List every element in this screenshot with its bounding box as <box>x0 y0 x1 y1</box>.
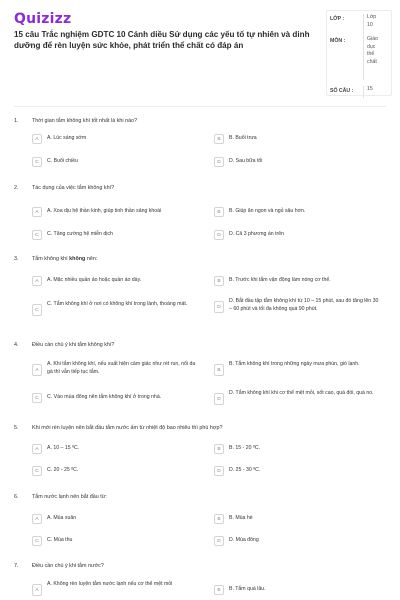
option-text: C. Buổi chiều <box>47 158 78 164</box>
option-letter-badge: D <box>214 536 224 546</box>
option-text: A. Không rèn luyện tắm nước lạnh nếu cơ thể mệt mỏi <box>47 581 173 587</box>
option-letter-badge: A <box>32 134 42 144</box>
option-text: A. Khi tắm không khí, nếu xuất hiện cảm giác như rét run, nổi da gà thì vẫn tiếp tục tắm. <box>47 361 196 375</box>
question-number: 4. <box>14 342 19 348</box>
option-letter-badge: A <box>32 584 42 596</box>
meta-subject-row <box>330 36 390 80</box>
option-text: C. 20 - 25 ºC. <box>47 467 79 473</box>
option-text: C. Tăng cường hệ miễn dịch <box>47 231 113 237</box>
question-text-pre: Tắm không khí <box>32 256 70 262</box>
option-letter-badge: B <box>214 444 224 454</box>
option-letter-badge: A <box>32 444 42 454</box>
question-text: Tắm nước lạnh nên bắt đầu từ: <box>32 494 107 500</box>
worksheet-meta <box>330 14 390 98</box>
option-letter-badge: A <box>32 207 42 217</box>
header-divider <box>14 106 386 107</box>
option-text: A. Mùa xuân <box>47 515 77 521</box>
question-text: Điều cần chú ý khi tắm nước? <box>32 563 104 569</box>
question-text-emphasis: không <box>69 256 86 262</box>
option-letter-badge: A <box>32 276 42 286</box>
option-letter-badge: C <box>32 230 42 240</box>
option-letter-badge: D <box>214 301 224 313</box>
option-text: D. Mùa đông <box>229 537 259 543</box>
option-text: C. Tắm không khí ở nơi có không khí trong lành, thoáng mát. <box>47 301 188 307</box>
question-number: 7. <box>14 563 19 569</box>
option-text: B. Mùa hè <box>229 515 253 521</box>
question-text: Thời gian tắm không khí tốt nhất là khi nào? <box>32 118 138 124</box>
option-letter-badge: D <box>214 230 224 240</box>
question-text: Tác dụng của việc tắm không khí? <box>32 185 115 191</box>
option-text: B. Tắm quá lâu. <box>229 586 266 592</box>
option-letter-badge: C <box>32 536 42 546</box>
count-label: SỐ CÂU : <box>330 88 354 94</box>
question-number: 1. <box>14 118 19 124</box>
option-letter-badge: B <box>214 276 224 286</box>
option-letter-badge: D <box>214 157 224 167</box>
option-letter-badge: C <box>32 466 42 476</box>
class-label: LỚP : <box>330 16 345 22</box>
question-number: 5. <box>14 425 19 431</box>
option-letter-badge: B <box>214 134 224 144</box>
option-text: A. Mặc nhiều quần áo hoặc quần áo dày. <box>47 277 142 283</box>
option-text: B. 15 - 20 ºC. <box>229 445 261 451</box>
option-text: D. Sau bữa tối <box>229 158 263 164</box>
option-letter-badge: D <box>214 466 224 476</box>
subject-value: Giáo dục thể chất <box>363 36 383 80</box>
question-text-post: nên: <box>85 256 98 262</box>
option-letter-badge: B <box>214 364 224 376</box>
option-text: D. Cả 3 phương án trên <box>229 231 285 237</box>
worksheet-title: 15 câu Trắc nghiệm GDTC 10 Cánh diều Sử dụng các yếu tố tự nhiên và dinh dưỡng để rèn luyện sức khỏe, phát triển thể chất có đáp án <box>14 30 310 50</box>
option-text: B. Buổi trưa <box>229 135 257 141</box>
option-letter-badge: B <box>214 514 224 524</box>
subject-label: MÔN : <box>330 38 346 44</box>
question-text <box>32 256 372 262</box>
meta-count-row <box>330 86 390 98</box>
question-number: 2. <box>14 185 19 191</box>
option-letter-badge: A <box>32 364 42 376</box>
quizizz-logo: Quizizz <box>14 11 72 27</box>
option-text: A. Xoa dịu hệ thần kinh, giúp tinh thần sảng khoái <box>47 208 162 214</box>
option-text: A. Lúc sáng sớm <box>47 135 87 141</box>
option-letter-badge: C <box>32 304 42 316</box>
option-letter-badge: C <box>32 157 42 167</box>
option-text: C. Vào mùa đông nên tắm không khí ở trong nhà. <box>47 394 162 400</box>
option-text: B. Tắm không khí trong những ngày mưa phùn, gió lạnh. <box>229 361 360 367</box>
option-letter-badge: A <box>32 514 42 524</box>
option-letter-badge: B <box>214 207 224 217</box>
question-number: 6. <box>14 494 19 500</box>
worksheet-header <box>0 0 400 100</box>
option-text: D. Bắt đầu tập tắm không khí từ 10 – 15 phút, sau đó tăng lên 30 – 60 phút và tối đa không quá 90 phút. <box>229 298 379 312</box>
question-text: Điều cần chú ý khi tắm không khí? <box>32 342 115 348</box>
option-text: A. 10 – 15 ºC. <box>47 445 80 451</box>
option-letter-badge: B <box>214 585 224 595</box>
option-letter-badge: D <box>214 393 224 405</box>
option-text: C. Mùa thu <box>47 537 73 543</box>
question-number: 3. <box>14 256 19 262</box>
option-letter-badge: C <box>32 393 42 403</box>
option-text: B. Trước khi tắm vận động làm nóng cơ thể. <box>229 277 331 283</box>
question-text: Khi mới rèn luyện nên bắt đầu tắm nước ấm từ nhiệt độ bao nhiêu thì phù hợp? <box>32 425 223 431</box>
class-value: Lớp 10 <box>363 14 383 36</box>
meta-class-row <box>330 14 390 36</box>
option-text: D. Tắm không khí khi cơ thể mệt mỏi, sốt cao, quá đói, quá no. <box>229 390 374 396</box>
count-value: 15 <box>363 86 383 98</box>
option-text: B. Giúp ăn ngon và ngủ sâu hơn. <box>229 208 306 214</box>
option-text: D. 25 - 30 ºC. <box>229 467 261 473</box>
